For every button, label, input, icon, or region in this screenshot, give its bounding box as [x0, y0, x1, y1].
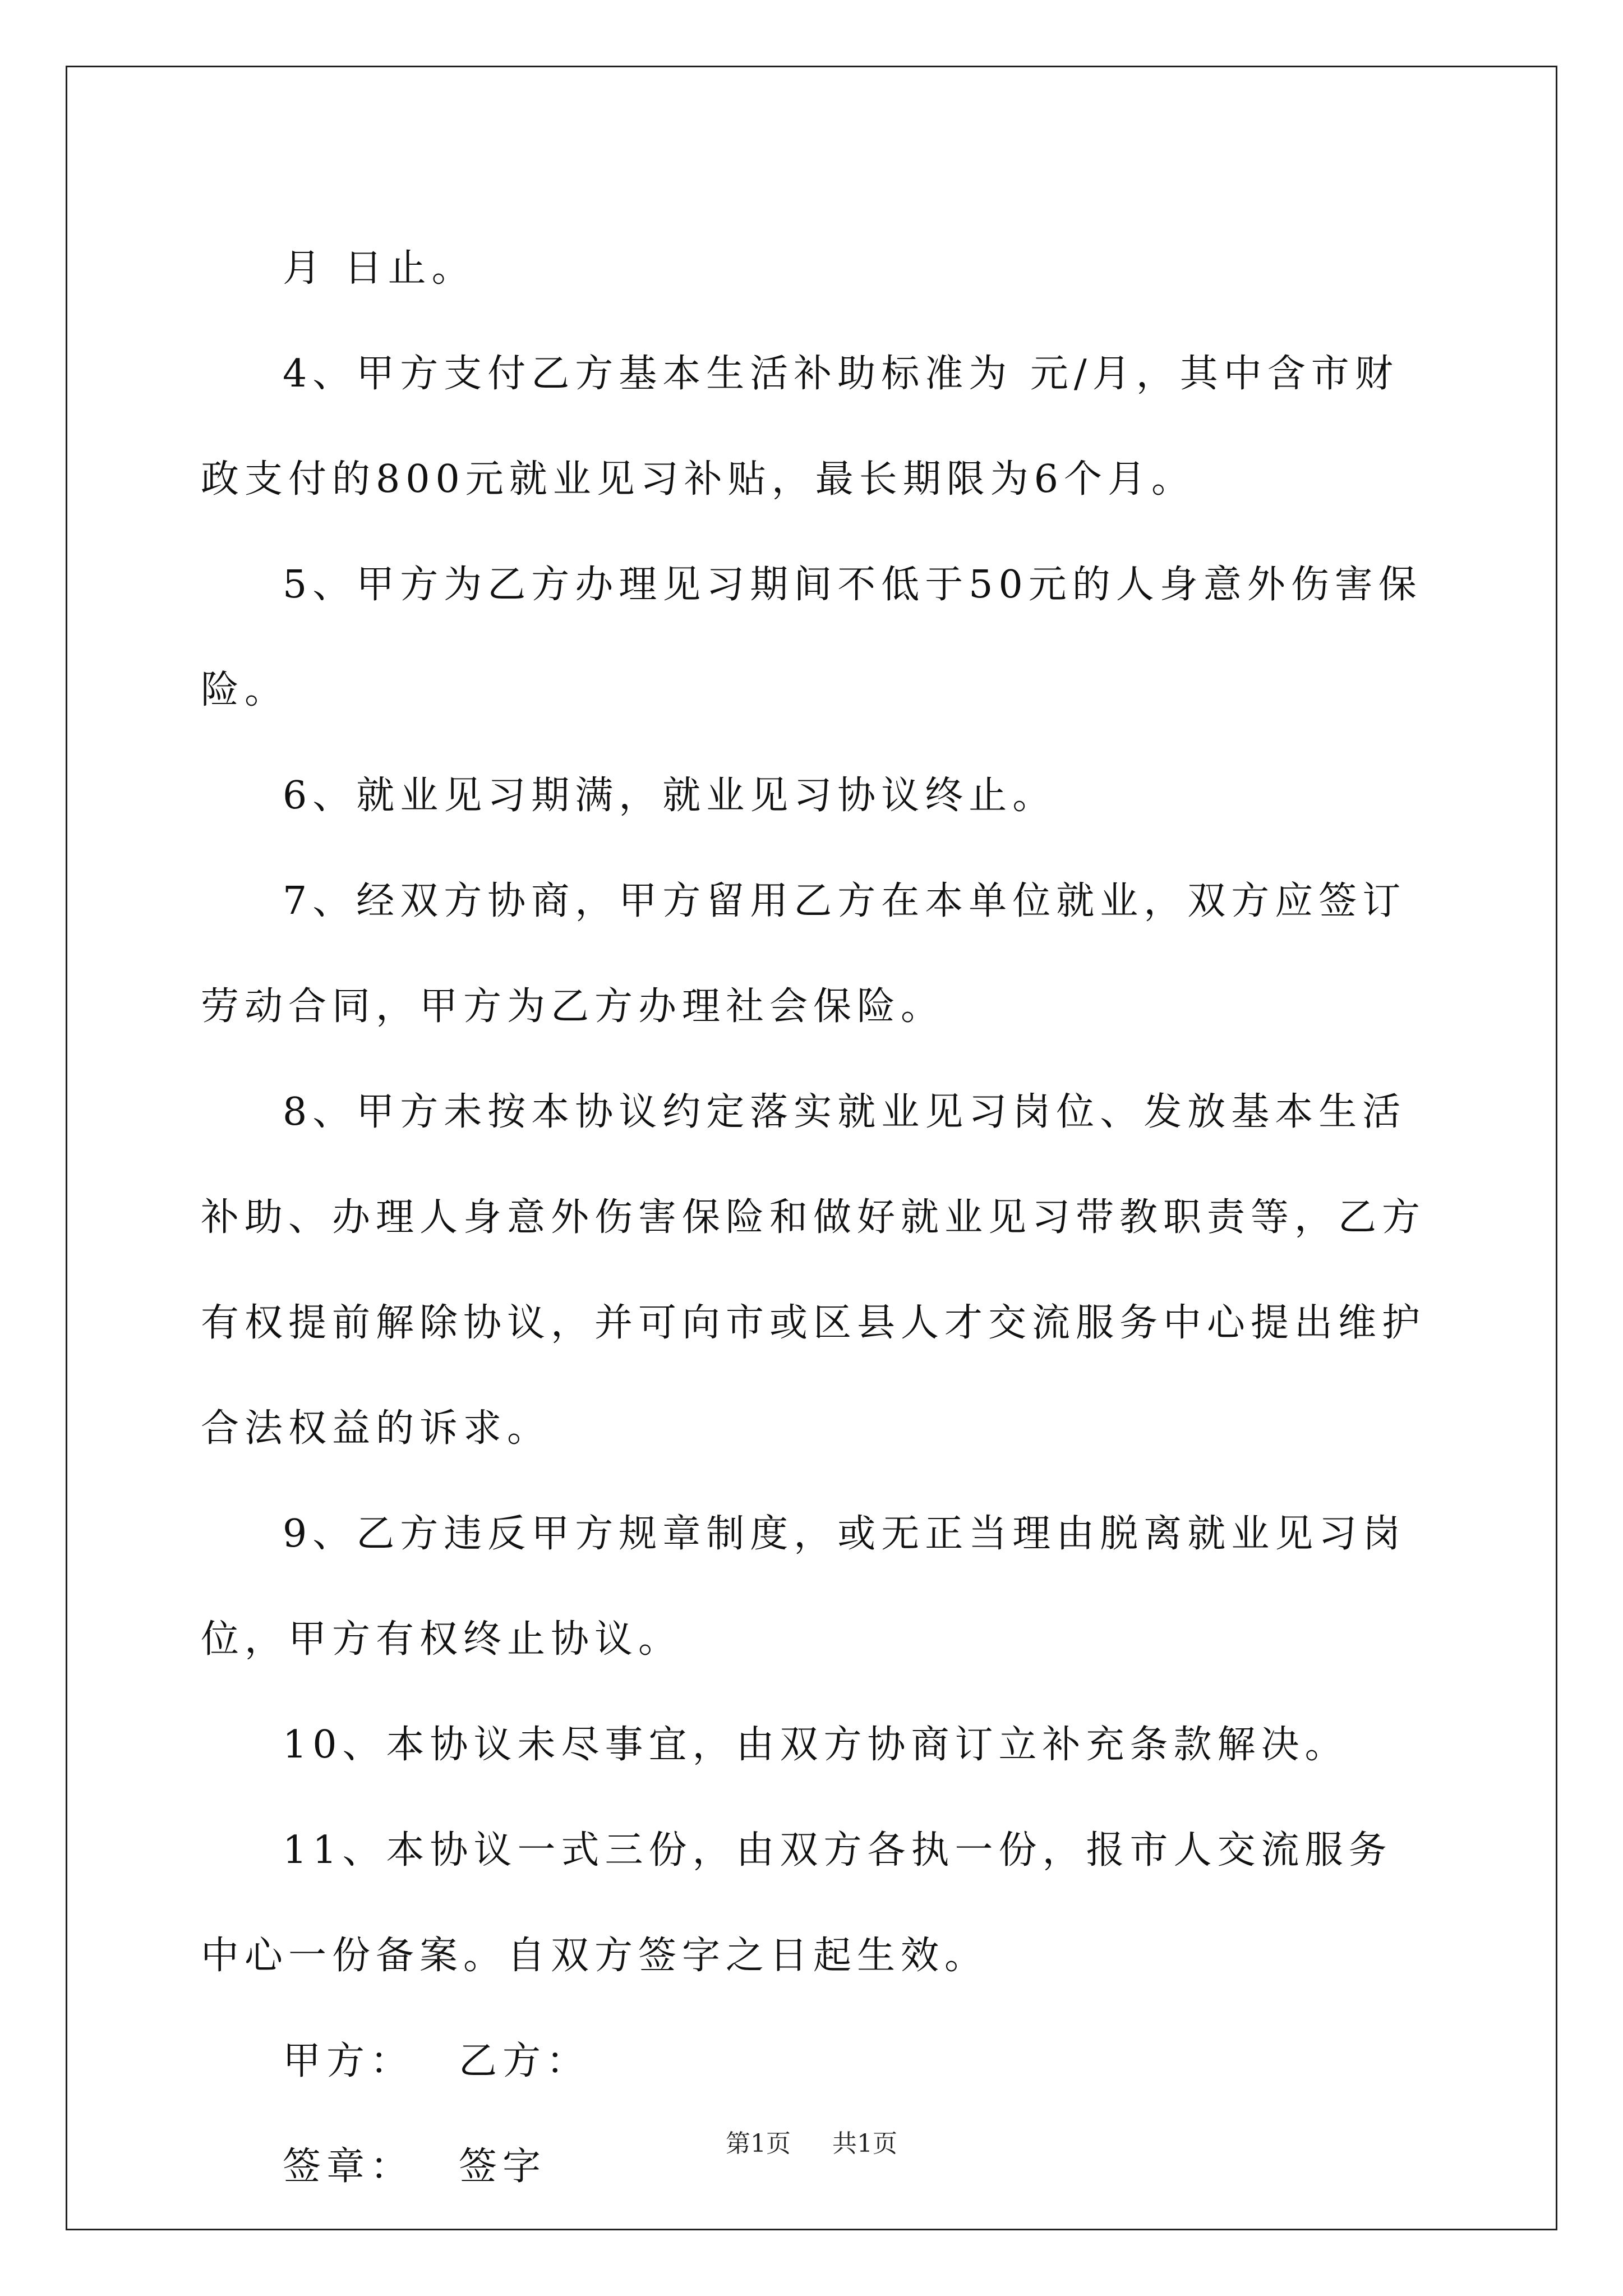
paragraph-clause-6: 6、就业见习期满，就业见习协议终止。	[283, 774, 1057, 818]
paragraph-clause-8: 8、甲方未按本协议约定落实就业见习岗位、发放基本生活补助、办理人身意外伤害保险和做好就业见习带教职责等，乙方有权提前解除协议，并可向市或区县人才交流服务中心提出维护合法权益的诉求。	[201, 1090, 1426, 1451]
paragraph-clause-7: 7、经双方协商，甲方留用乙方在本单位就业，双方应签订劳动合同，甲方为乙方办理社会保险。	[201, 879, 1407, 1029]
paragraph-clause-11: 11、本协议一式三份，由双方各执一份，报市人交流服务中心一份备案。自双方签字之日起生效。	[201, 1828, 1393, 1978]
seal-label: 签章：	[283, 2145, 414, 2189]
paragraph-clause-4: 4、甲方支付乙方基本生活补助标准为 元/月，其中含市财政支付的800元就业见习补贴，最长期限为6个月。	[201, 352, 1399, 501]
page-number-current: 第1页	[726, 2129, 791, 2158]
paragraph-clause-5: 5、甲方为乙方办理见习期间不低于50元的人身意外伤害保险。	[201, 563, 1422, 712]
page-number-total: 共1页	[832, 2129, 897, 2158]
party-b-label: 乙方：	[459, 2039, 591, 2083]
party-a-label: 甲方：	[283, 2039, 414, 2083]
paragraph-date-end: 月 日止。	[283, 246, 476, 291]
signature-row-parties	[201, 2009, 1435, 2114]
sign-label: 签字	[459, 2145, 547, 2189]
paragraph-clause-10: 10、本协议未尽事宜，由双方协商订立补充条款解决。	[283, 1723, 1349, 1767]
paragraph-clause-9: 9、乙方违反甲方规章制度，或无正当理由脱离就业见习岗位，甲方有权终止协议。	[201, 1512, 1407, 1662]
document-body	[201, 216, 1435, 2220]
page-footer	[0, 2123, 1623, 2159]
